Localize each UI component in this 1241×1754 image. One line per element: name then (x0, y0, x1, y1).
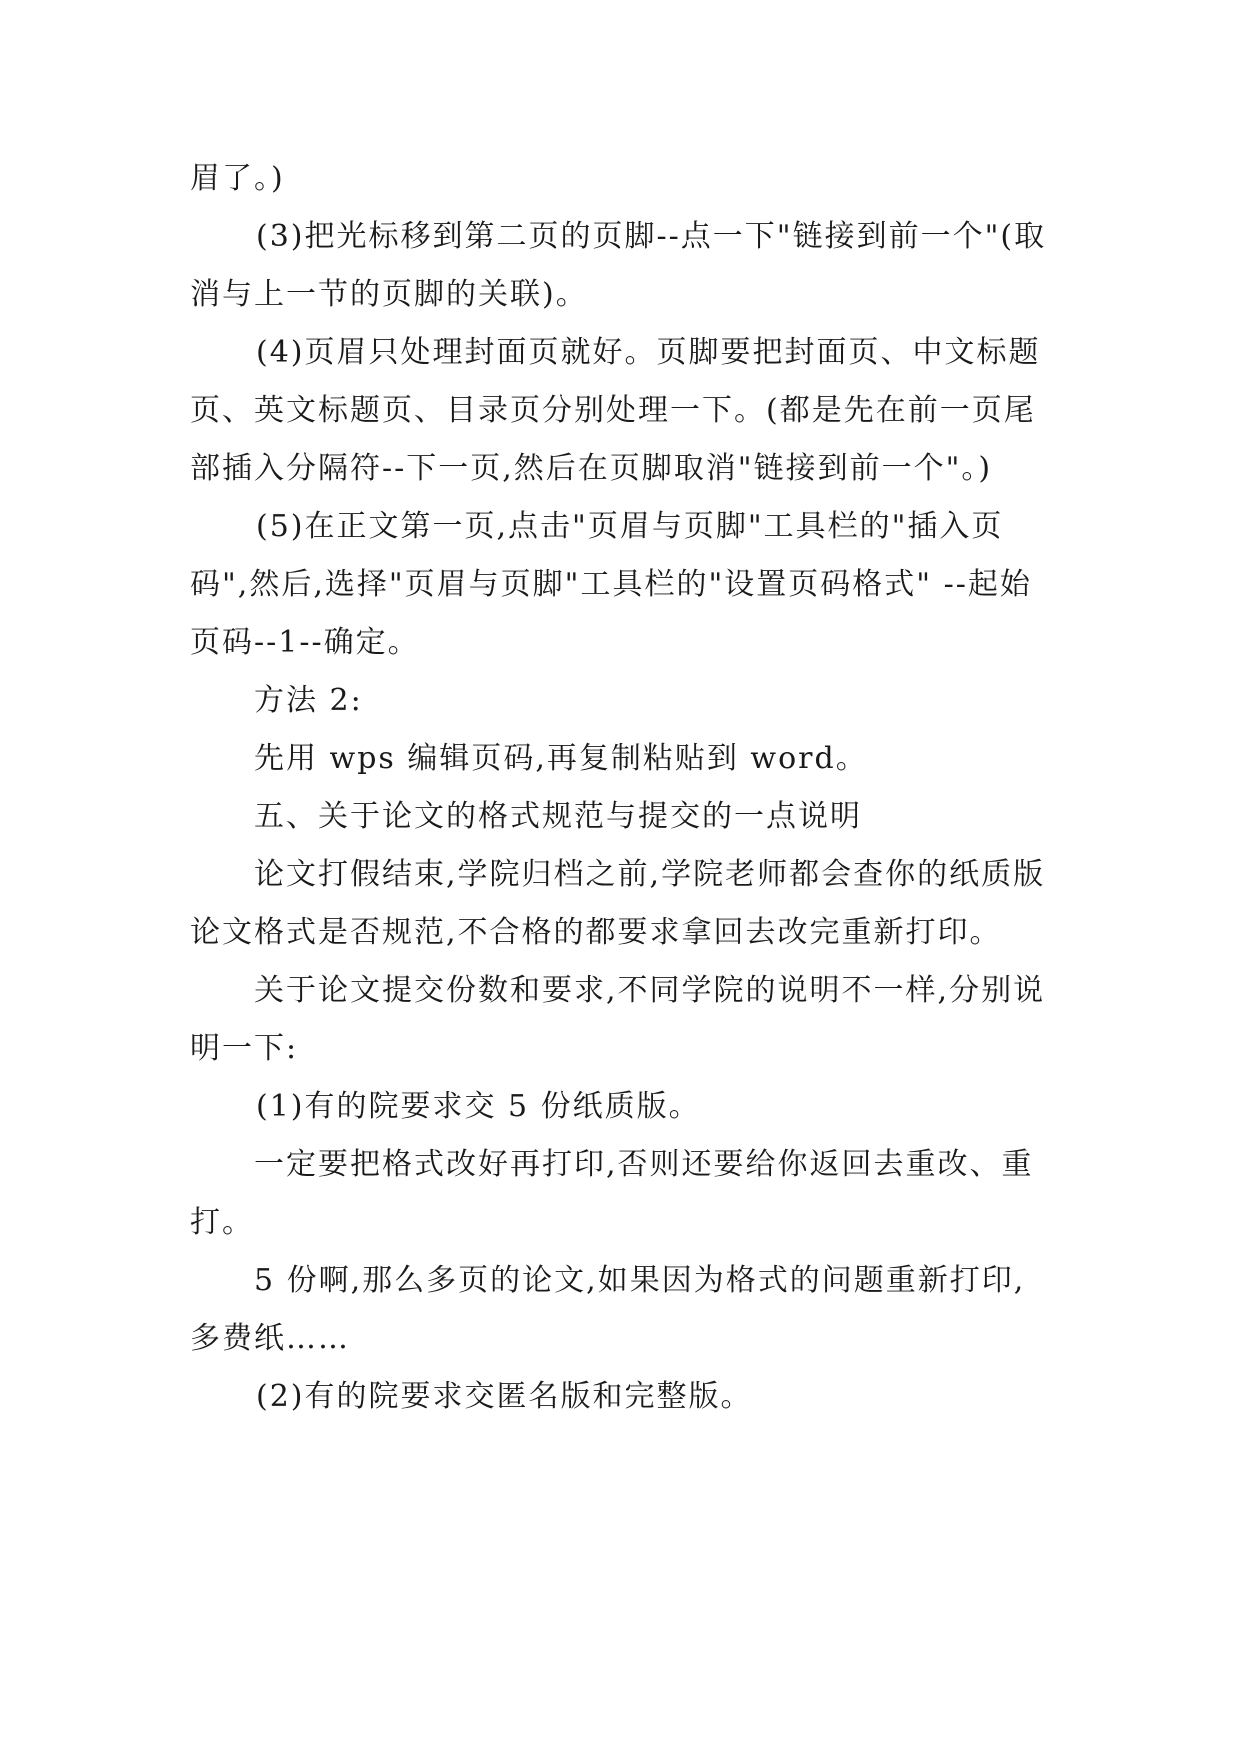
paragraph-method-2-heading: 方法 2: (254, 683, 363, 718)
paragraph-case-1: (1)有的院要求交 5 份纸质版。 (256, 1089, 701, 1124)
paragraph-case-2: (2)有的院要求交匿名版和完整版。 (256, 1379, 753, 1414)
paragraph-case-1-remark: 5 份啊,那么多页的论文,如果因为格式的问题重新打印,多费纸…… (190, 1263, 1026, 1356)
paragraph-submission-intro: 关于论文提交份数和要求,不同学院的说明不一样,分别说明一下: (190, 973, 1046, 1066)
document-body (190, 150, 1050, 1426)
paragraph-continuation: 眉了。) (190, 161, 285, 196)
paragraph-step-3: (3)把光标移到第二页的页脚--点一下"链接到前一个"(取消与上一节的页脚的关联)。 (190, 219, 1047, 312)
paragraph-case-1-detail: 一定要把格式改好再打印,否则还要给你返回去重改、重打。 (190, 1147, 1034, 1240)
paragraph-step-5: (5)在正文第一页,点击"页眉与页脚"工具栏的"插入页码",然后,选择"页眉与页脚"工具栏的"设置页码格式" --起始页码--1--确定。 (190, 509, 1032, 660)
paragraph-review-note: 论文打假结束,学院归档之前,学院老师都会查你的纸质版论文格式是否规范,不合格的都要求拿回去改完重新打印。 (190, 857, 1046, 950)
section-heading-5: 五、关于论文的格式规范与提交的一点说明 (254, 799, 862, 834)
paragraph-step-4: (4)页眉只处理封面页就好。页脚要把封面页、中文标题页、英文标题页、目录页分别处理一下。(都是先在前一页尾部插入分隔符--下一页,然后在页脚取消"链接到前一个"。) (190, 335, 1041, 486)
paragraph-method-2-body: 先用 wps 编辑页码,再复制粘贴到 word。 (254, 741, 868, 776)
